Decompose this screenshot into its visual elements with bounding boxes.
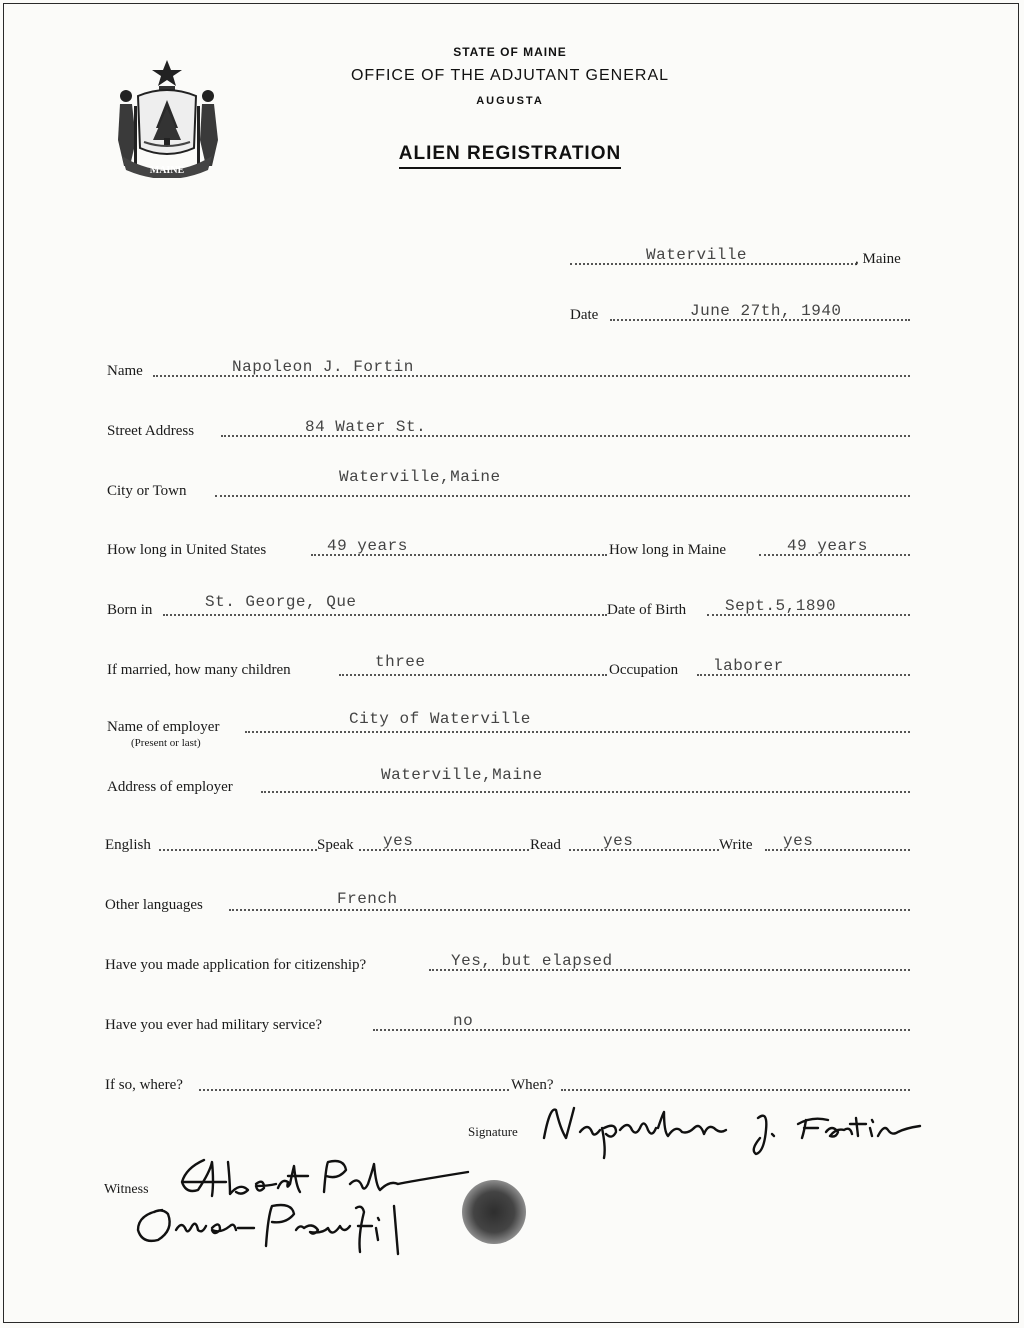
english-label: English [105,837,151,853]
form-title: ALIEN REGISTRATION [330,143,690,165]
write-label: Write [719,837,753,853]
read-value: yes [603,832,634,850]
duration-row [107,535,912,559]
name-label: Name [107,363,143,379]
write-value: yes [783,832,814,850]
employer-value: City of Waterville [349,710,531,728]
military-value: no [453,1012,474,1030]
military-row [105,1010,912,1034]
street-row [107,416,912,440]
citizenship-row [105,950,912,974]
wax-seal-stamp [462,1180,526,1244]
children-row [107,655,912,679]
date-label: Date [570,307,599,323]
state-seal-icon [108,56,226,178]
witness-signature-2 [132,1196,432,1256]
employer-sublabel: (Present or last) [131,737,201,749]
languages-row [105,890,912,914]
applicant-signature [536,1098,936,1160]
dob-label: Date of Birth [607,602,687,618]
citizenship-value: Yes, but elapsed [451,952,613,970]
city-row [107,468,912,500]
employer-row [107,710,912,749]
speak-label: Speak [317,837,354,853]
street-label: Street Address [107,423,195,439]
military-label: Have you ever had military service? [105,1017,322,1033]
where-label: If so, where? [105,1077,183,1093]
languages-label: Other languages [105,897,203,913]
when-label: When? [511,1077,554,1093]
speak-value: yes [383,832,414,850]
employer-address-label: Address of employer [107,779,233,795]
read-label: Read [530,837,561,853]
employer-address-row [107,766,912,796]
employer-label: Name of employer [107,719,220,735]
place-row [570,244,915,268]
signature-label: Signature [468,1124,518,1139]
english-row [105,830,912,854]
street-value: 84 Water St. [305,418,427,436]
header-state: STATE OF MAINE [453,45,567,59]
witness-label: Witness [104,1182,149,1197]
date-value: June 27th, 1940 [690,302,842,320]
header-office: OFFICE OF THE ADJUTANT GENERAL [350,67,670,84]
place-suffix: , Maine [855,251,901,267]
city-value: Waterville,Maine [339,468,501,486]
us-duration-label: How long in United States [107,542,267,558]
children-label: If married, how many children [107,662,291,678]
seal-motto: MAINE [149,165,185,176]
city-label: City or Town [107,483,187,499]
us-duration-value: 49 years [327,537,408,555]
occupation-value: laborer [713,657,784,675]
born-row [107,595,912,619]
date-row [570,300,915,324]
name-value: Napoleon J. Fortin [232,358,414,376]
occupation-label: Occupation [609,662,679,678]
children-value: three [375,653,426,671]
citizenship-label: Have you made application for citizenship? [105,957,367,973]
languages-value: French [337,890,398,908]
dob-value: Sept.5,1890 [725,597,837,615]
where-when-row [105,1070,912,1094]
employer-address-value: Waterville,Maine [381,766,543,784]
maine-duration-label: How long in Maine [609,542,727,558]
header-city: AUGUSTA [476,95,544,107]
born-value: St. George, Que [205,593,357,611]
born-label: Born in [107,602,153,618]
name-row [107,356,912,380]
place-value: Waterville [646,246,748,264]
maine-duration-value: 49 years [787,537,868,555]
